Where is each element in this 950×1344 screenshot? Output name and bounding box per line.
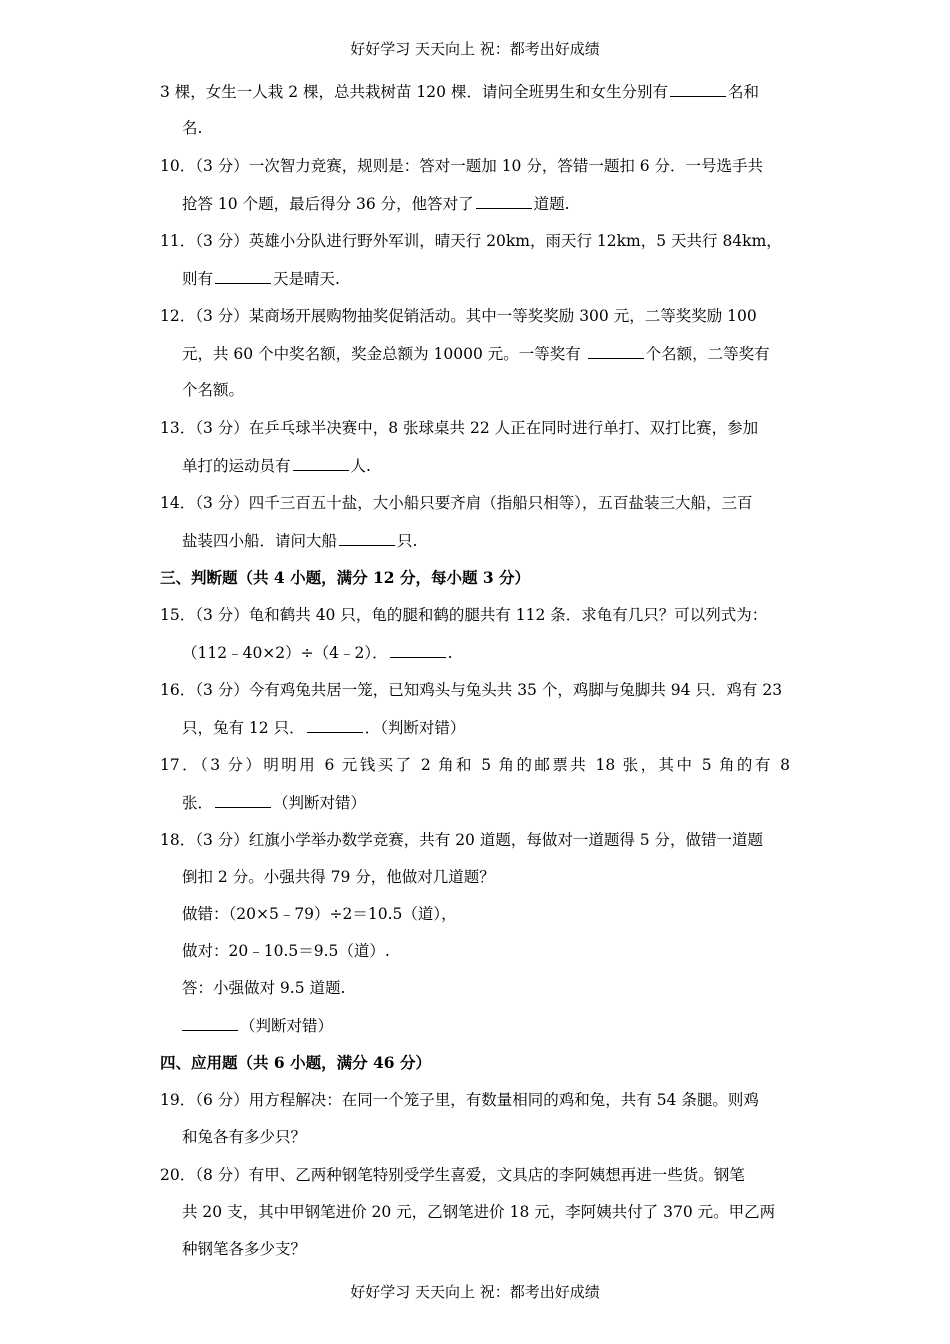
q10-line-2: 抢答 10 个题，最后得分 36 分，他答对了 道题. [182,195,570,213]
q13-line-2: 单打的运动员有 人. [182,457,371,475]
section-3-heading: 三、判断题（共 4 小题，满分 12 分，每小题 3 分） [160,568,531,587]
answer-blank[interactable] [588,343,644,359]
q14-line-2: 盐装四小船．请问大船 只. [182,532,418,550]
q9-line-2: 名. [182,119,203,137]
section-4-heading: 四、应用题（共 6 小题，满分 46 分） [160,1053,431,1072]
q20-line-3: 种钢笔各多少支？ [182,1240,307,1258]
q18-line-5: 答：小强做对 9.5 道题. [182,979,346,997]
page-footer: 好好学习 天天向上 祝：都考出好成绩 [350,1283,600,1301]
q12-line-3: 个名额。 [182,381,245,399]
q16-line-1: 16．（3 分）今有鸡兔共居一笼，已知鸡头与兔头共 35 个，鸡脚与兔脚共 94 只．鸡有 23 [160,681,783,699]
q15-line-2: （112﹣40×2）÷（4﹣2）． . [182,644,453,662]
answer-blank[interactable] [670,81,726,97]
q12-line-1: 12．（3 分）某商场开展购物抽奖促销活动。其中一等奖奖励 300 元，二等奖奖励 100 [160,307,757,325]
q17-line-1: 17．（3 分）明明用 6 元钱买了 2 角和 5 角的邮票共 18 张，其中 5 角的有 8 [160,756,790,774]
answer-blank[interactable] [339,530,395,546]
q18-line-3: 做错：（20×5﹣79）÷2＝10.5（道）， [182,905,457,923]
q11-line-1: 11．（3 分）英雄小分队进行野外军训，晴天行 20km，雨天行 12km，5 天共行 84km， [160,232,782,250]
q20-line-1: 20．（8 分）有甲、乙两种钢笔特别受学生喜爱，文具店的李阿姨想再进一些货。钢笔 [160,1166,745,1184]
q15-line-1: 15．（3 分）龟和鹤共 40 只，龟的腿和鹤的腿共有 112 条．求龟有几只？可以列式为： [160,606,768,624]
q16-line-2: 只，兔有 12 只． ．（判断对错） [182,719,466,737]
q18-line-1: 18．（3 分）红旗小学举办数学竞赛，共有 20 道题，每做对一道题得 5 分，做错一道题 [160,831,764,849]
page-header: 好好学习 天天向上 祝：都考出好成绩 [350,40,600,58]
q19-line-2: 和兔各有多少只？ [182,1128,307,1146]
answer-blank[interactable] [182,1015,238,1031]
answer-blank[interactable] [293,455,349,471]
answer-blank[interactable] [307,717,363,733]
answer-blank[interactable] [215,268,271,284]
q20-line-2: 共 20 支，其中甲钢笔进价 20 元，乙钢笔进价 18 元，李阿姨共付了 370 元。甲乙两 [182,1203,776,1221]
q11-line-2: 则有 天是晴天. [182,270,340,288]
q13-line-1: 13．（3 分）在乒乓球半决赛中，8 张球桌共 22 人正在同时进行单打、双打比赛，参加 [160,419,759,437]
q18-line-4: 做对：20﹣10.5＝9.5（道）. [182,942,390,960]
q19-line-1: 19．（6 分）用方程解决：在同一个笼子里，有数量相同的鸡和兔，共有 54 条腿。则鸡 [160,1091,759,1109]
q14-line-1: 14．（3 分）四千三百五十盐，大小船只要齐肩（指船只相等），五百盐装三大船，三百 [160,494,753,512]
q12-line-2: 元，共 60 个中奖名额，奖金总额为 10000 元。一等奖有 个名额，二等奖有 [182,345,770,363]
q9-line-1: 3 棵，女生一人栽 2 棵，总共栽树苗 120 棵．请问全班男生和女生分别有 名和 [160,83,759,101]
q17-line-2: 张． （判断对错） [182,794,367,812]
q18-line-6: （判断对错） [182,1015,333,1036]
answer-blank[interactable] [390,642,446,658]
answer-blank[interactable] [476,193,532,209]
answer-blank[interactable] [215,792,271,808]
q18-line-2: 倒扣 2 分。小强共得 79 分，他做对几道题？ [182,868,495,886]
q10-line-1: 10．（3 分）一次智力竞赛，规则是：答对一题加 10 分，答错一题扣 6 分．一号选手共 [160,157,764,175]
